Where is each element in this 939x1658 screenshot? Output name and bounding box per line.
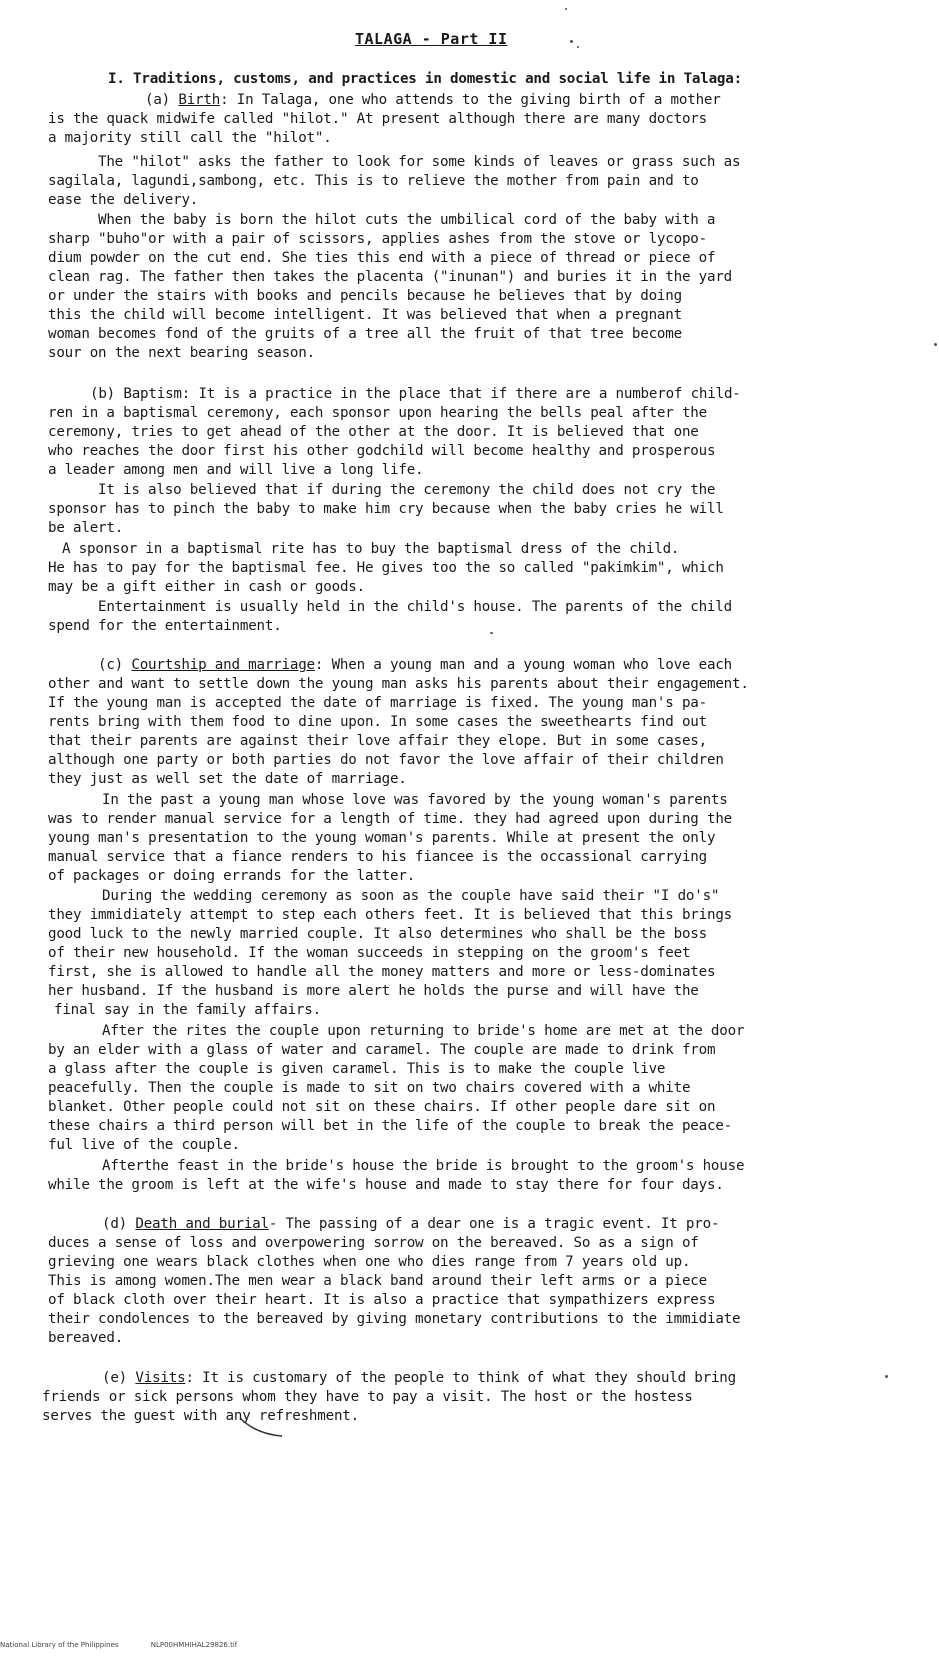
text-segment: sponsor has to pinch the baby to make him cry because when the baby cries he will — [48, 501, 724, 517]
text-segment: of packages or doing errands for the latter. — [48, 868, 416, 884]
text-segment: (b) Baptism: It is a practice in the place that if there are a numberof child- — [90, 386, 741, 402]
text-line — [48, 500, 724, 518]
text-segment: good luck to the newly married couple. It also determines who shall be the boss — [48, 926, 707, 942]
text-segment: A sponsor in a baptismal rite has to buy the baptismal dress of the child. — [62, 541, 680, 557]
text-segment: blanket. Other people could not sit on these chairs. If other people dare sit on — [48, 1099, 716, 1115]
scan-speck — [490, 632, 493, 634]
text-line — [48, 1136, 240, 1154]
text-line — [48, 1329, 123, 1347]
text-segment: : In Talaga, one who attends to the giving birth of a mother — [220, 92, 721, 108]
text-segment: Afterthe feast in the bride's house the bride is brought to the groom's house — [102, 1158, 745, 1174]
footer-filename: NLP00HMHIHAL29826.tif — [150, 1641, 238, 1649]
text-line — [48, 287, 682, 305]
text-segment: by an elder with a glass of water and caramel. The couple are made to drink from — [48, 1042, 716, 1058]
scan-speck — [885, 1375, 888, 1378]
text-line — [42, 1407, 359, 1425]
text-line — [48, 1234, 699, 1252]
text-line — [48, 810, 732, 828]
text-line — [48, 1117, 732, 1135]
text-line — [48, 423, 699, 441]
text-line — [145, 91, 721, 109]
text-line — [48, 1253, 690, 1271]
text-segment: of black cloth over their heart. It is also a practice that sympathizers express — [48, 1292, 716, 1308]
text-line — [48, 461, 423, 479]
text-segment: rents bring with them food to dine upon. In some cases the sweethearts find out — [48, 714, 707, 730]
text-segment: a leader among men and will live a long life. — [48, 462, 424, 478]
text-segment: be alert. — [48, 520, 124, 536]
text-line — [48, 1310, 740, 1328]
text-line — [102, 1369, 736, 1387]
text-segment: while the groom is left at the wife's house and made to stay there for four days. — [48, 1177, 724, 1193]
text-line — [62, 540, 679, 558]
text-line — [98, 153, 740, 171]
text-line — [98, 481, 715, 499]
text-segment: friends or sick persons whom they have to pay a visit. The host or the hostess — [42, 1389, 693, 1405]
text-segment: other and want to settle down the young man asks his parents about their engagement. — [48, 676, 749, 692]
subsection-label: Courtship and marriage — [131, 657, 315, 673]
text-line — [48, 344, 315, 362]
text-segment: may be a gift either in cash or goods. — [48, 579, 365, 595]
text-line — [98, 211, 715, 229]
text-line — [48, 325, 682, 343]
text-segment: manual service that a fiance renders to his fiancee is the occassional carrying — [48, 849, 707, 865]
text-segment: young man's presentation to the young woman's parents. While at present the only — [48, 830, 716, 846]
text-segment: The "hilot" asks the father to look for some kinds of leaves or grass such as — [98, 154, 741, 170]
text-segment: this the child will become intelligent. It was believed that when a pregnant — [48, 307, 682, 323]
text-segment: although one party or both parties do not favor the love affair of their children — [48, 752, 724, 768]
text-line — [48, 1079, 690, 1097]
text-segment: (e) — [102, 1370, 136, 1386]
text-segment: these chairs a third person will bet in the life of the couple to break the peace- — [48, 1118, 733, 1134]
text-segment: When the baby is born the hilot cuts the umbilical cord of the baby with a — [98, 212, 716, 228]
text-line — [48, 1098, 715, 1116]
text-segment: - The passing of a dear one is a tragic event. It pro- — [268, 1216, 720, 1232]
text-line — [48, 172, 699, 190]
text-line — [48, 442, 715, 460]
text-line — [48, 906, 732, 924]
text-line — [48, 675, 749, 693]
ink-stroke-mark — [238, 1414, 288, 1440]
text-line — [48, 110, 707, 128]
text-line — [48, 944, 690, 962]
footer-library: National Library of the Philippines — [0, 1641, 119, 1649]
text-segment: ease the delivery. — [48, 192, 199, 208]
section-heading: I. Traditions, customs, and practices in domestic and social life in Talaga: — [108, 71, 742, 87]
text-line — [98, 598, 732, 616]
text-line — [90, 385, 741, 403]
text-line — [102, 791, 728, 809]
text-segment: they just as well set the date of marriage. — [48, 771, 407, 787]
text-line — [98, 656, 732, 674]
text-line — [48, 578, 365, 596]
scan-speck — [577, 46, 579, 48]
text-segment: This is among women.The men wear a black band around their left arms or a piece — [48, 1273, 707, 1289]
text-segment: (a) — [145, 92, 179, 108]
text-segment: a glass after the couple is given caramel. This is to make the couple live — [48, 1061, 666, 1077]
text-line — [102, 1215, 719, 1233]
text-segment: their condolences to the bereaved by giving monetary contributions to the immidiate — [48, 1311, 741, 1327]
text-segment: first, she is allowed to handle all the money matters and more or less-dominates — [48, 964, 716, 980]
text-segment: they immidiately attempt to step each others feet. It is believed that this brings — [48, 907, 733, 923]
text-segment: her husband. If the husband is more alert he holds the purse and will have the — [48, 983, 699, 999]
text-line — [48, 404, 707, 422]
text-line — [48, 694, 707, 712]
text-line — [48, 1041, 715, 1059]
subsection-label: Visits — [135, 1370, 186, 1386]
text-line — [48, 925, 707, 943]
text-segment: who reaches the door first his other godchild will become healthy and prosperous — [48, 443, 716, 459]
text-line — [102, 1157, 744, 1175]
text-line — [48, 519, 123, 537]
text-segment: is the quack midwife called "hilot." At present although there are many doctors — [48, 111, 707, 127]
text-segment: It is also believed that if during the ceremony the child does not cry the — [98, 482, 716, 498]
text-segment: of their new household. If the woman succeeds in stepping on the groom's feet — [48, 945, 691, 961]
text-segment: (c) — [98, 657, 132, 673]
text-segment: He has to pay for the baptismal fee. He gives too the so called "pakimkim", which — [48, 560, 724, 576]
text-segment: ful live of the couple. — [48, 1137, 240, 1153]
text-segment: a majority still call the "hilot". — [48, 130, 332, 146]
text-line — [48, 129, 332, 147]
text-line — [48, 770, 407, 788]
scan-speck — [570, 40, 573, 43]
text-line — [48, 982, 699, 1000]
text-segment: If the young man is accepted the date of marriage is fixed. The young man's pa- — [48, 695, 707, 711]
text-segment: serves the guest with any refreshment. — [42, 1408, 359, 1424]
text-segment: After the rites the couple upon returning to bride's home are met at the door — [102, 1023, 745, 1039]
text-segment: In the past a young man whose love was favored by the young woman's parents — [102, 792, 728, 808]
subsection-label: Birth — [178, 92, 221, 108]
text-line — [48, 559, 724, 577]
text-line — [48, 249, 715, 267]
text-segment: grieving one wears black clothes when one who dies range from 7 years old up. — [48, 1254, 691, 1270]
text-segment: dium powder on the cut end. She ties this end with a piece of thread or piece of — [48, 250, 716, 266]
text-line — [48, 191, 198, 209]
text-line — [102, 1022, 744, 1040]
text-segment: : When a young man and a young woman who love each — [314, 657, 732, 673]
text-line — [48, 268, 732, 286]
scan-speck — [934, 343, 937, 346]
text-segment: was to render manual service for a length of time. they had agreed upon during the — [48, 811, 733, 827]
text-segment: that their parents are against their love affair they elope. But in some cases, — [48, 733, 707, 749]
text-line — [48, 1060, 665, 1078]
text-line — [42, 1388, 693, 1406]
text-line — [48, 713, 707, 731]
text-segment: final say in the family affairs. — [54, 1002, 321, 1018]
text-segment: sour on the next bearing season. — [48, 345, 315, 361]
page-title: TALAGA - Part II — [355, 30, 508, 48]
text-segment: clean rag. The father then takes the placenta ("inunan") and buries it in the yard — [48, 269, 733, 285]
scan-footer — [0, 1641, 267, 1649]
text-segment: woman becomes fond of the gruits of a tree all the fruit of that tree become — [48, 326, 682, 342]
text-line — [48, 1272, 707, 1290]
text-line — [48, 230, 707, 248]
text-line — [48, 617, 282, 635]
text-line — [48, 867, 415, 885]
text-line — [48, 829, 715, 847]
text-segment: sagilala, lagundi,sambong, etc. This is to relieve the mother from pain and to — [48, 173, 699, 189]
subsection-label: Death and burial — [135, 1216, 269, 1232]
text-segment: or under the stairs with books and pencils because he believes that by doing — [48, 288, 682, 304]
text-line — [48, 732, 707, 750]
text-line — [48, 1176, 724, 1194]
text-line — [48, 306, 682, 324]
text-segment: peacefully. Then the couple is made to sit on two chairs covered with a white — [48, 1080, 691, 1096]
text-line — [48, 1291, 715, 1309]
text-line — [48, 963, 715, 981]
text-line — [102, 887, 719, 905]
text-segment: Entertainment is usually held in the child's house. The parents of the child — [98, 599, 732, 615]
text-segment: sharp "buho"or with a pair of scissors, applies ashes from the stove or lycopo- — [48, 231, 707, 247]
text-segment: spend for the entertainment. — [48, 618, 282, 634]
text-segment: ren in a baptismal ceremony, each sponsor upon hearing the bells peal after the — [48, 405, 707, 421]
text-segment: During the wedding ceremony as soon as the couple have said their "I do's" — [102, 888, 720, 904]
text-segment: duces a sense of loss and overpowering sorrow on the bereaved. So as a sign of — [48, 1235, 699, 1251]
text-segment: : It is customary of the people to think of what they should bring — [185, 1370, 736, 1386]
text-segment: bereaved. — [48, 1330, 124, 1346]
text-segment: (d) — [102, 1216, 136, 1232]
text-segment: ceremony, tries to get ahead of the other at the door. It is believed that one — [48, 424, 699, 440]
text-line — [48, 848, 707, 866]
scan-speck — [565, 8, 567, 10]
text-line — [48, 751, 724, 769]
text-line — [54, 1001, 321, 1019]
